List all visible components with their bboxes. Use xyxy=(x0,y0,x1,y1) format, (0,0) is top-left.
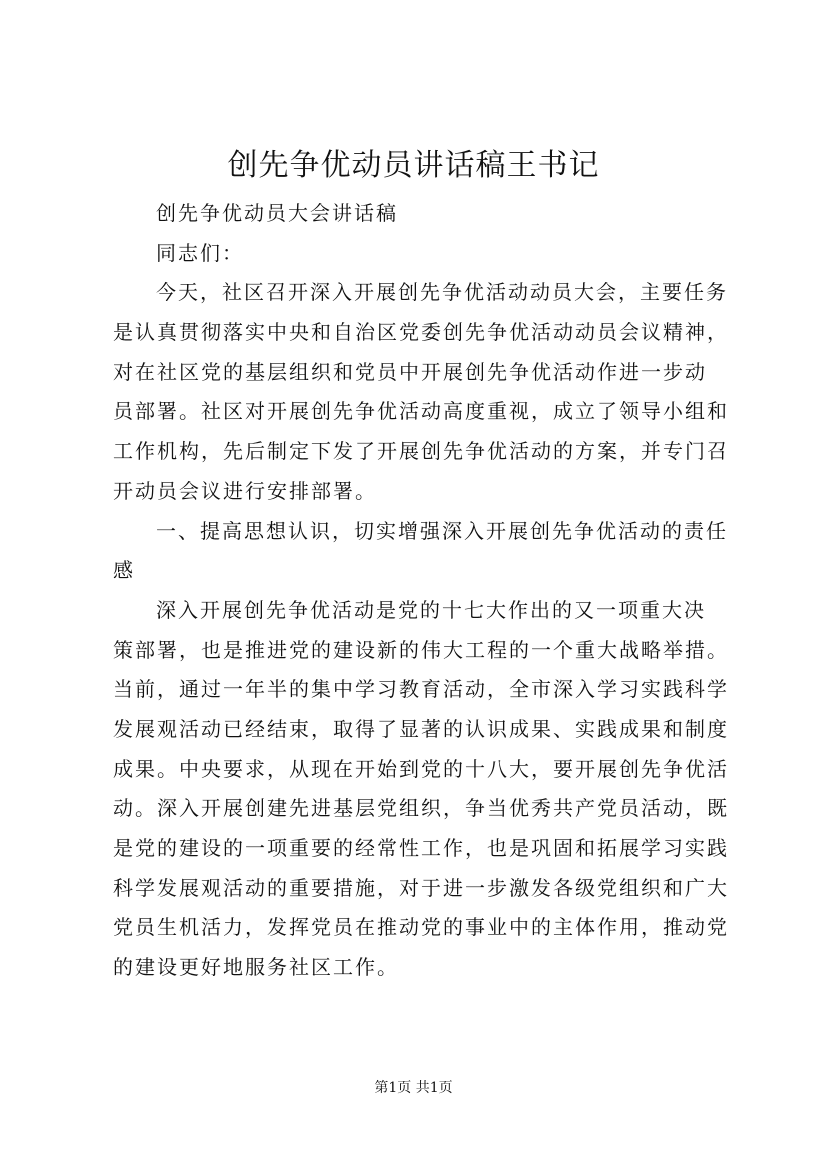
paragraph-line: 动。深入开展创建先进基层党组织，争当优秀共产党员活动，既 xyxy=(113,796,729,821)
paragraph-line: 对在社区党的基层组织和党员中开展创先争优活动作进一步动 xyxy=(113,359,707,384)
subtitle-line: 创先争优动员大会讲话稿 xyxy=(156,201,398,225)
section-heading-line: 感 xyxy=(113,558,135,583)
paragraph-line: 策部署，也是推进党的建设新的伟大工程的一个重大战略举措。 xyxy=(113,637,729,662)
paragraph-line: 科学发展观活动的重要措施，对于进一步激发各级党组织和广大 xyxy=(113,875,729,900)
paragraph-line: 深入开展创先争优活动是党的十七大作出的又一项重大决 xyxy=(156,597,706,622)
section-heading-line: 一、提高思想认识，切实增强深入开展创先争优活动的责任 xyxy=(156,518,728,543)
paragraph-line: 开动员会议进行安排部署。 xyxy=(113,478,377,503)
paragraph-line: 当前，通过一年半的集中学习教育活动，全市深入学习实践科学 xyxy=(113,677,729,702)
paragraph-line: 工作机构，先后制定下发了开展创先争优活动的方案，并专门召 xyxy=(113,439,729,464)
document-title: 创先争优动员讲话稿王书记 xyxy=(227,148,600,183)
paragraph-line: 是认真贯彻落实中央和自治区党委创先争优活动动员会议精神， xyxy=(113,320,729,345)
paragraph-line: 今天，社区召开深入开展创先争优活动动员大会，主要任务 xyxy=(156,280,728,305)
paragraph-line: 成果。中央要求，从现在开始到党的十八大，要开展创先争优活 xyxy=(113,756,729,781)
salutation-line: 同志们： xyxy=(156,240,244,265)
page-footer: 第1页 共1页 xyxy=(374,1080,453,1096)
document-body xyxy=(113,194,733,988)
paragraph-line: 发展观活动已经结束，取得了显著的认识成果、实践成果和制度 xyxy=(113,716,729,741)
paragraph-line: 的建设更好地服务社区工作。 xyxy=(113,955,399,980)
paragraph-line: 党员生机活力，发挥党员在推动党的事业中的主体作用，推动党 xyxy=(113,915,729,940)
paragraph-line: 员部署。社区对开展创先争优活动高度重视，成立了领导小组和 xyxy=(113,399,729,424)
paragraph-line: 是党的建设的一项重要的经常性工作，也是巩固和拓展学习实践 xyxy=(113,836,729,860)
